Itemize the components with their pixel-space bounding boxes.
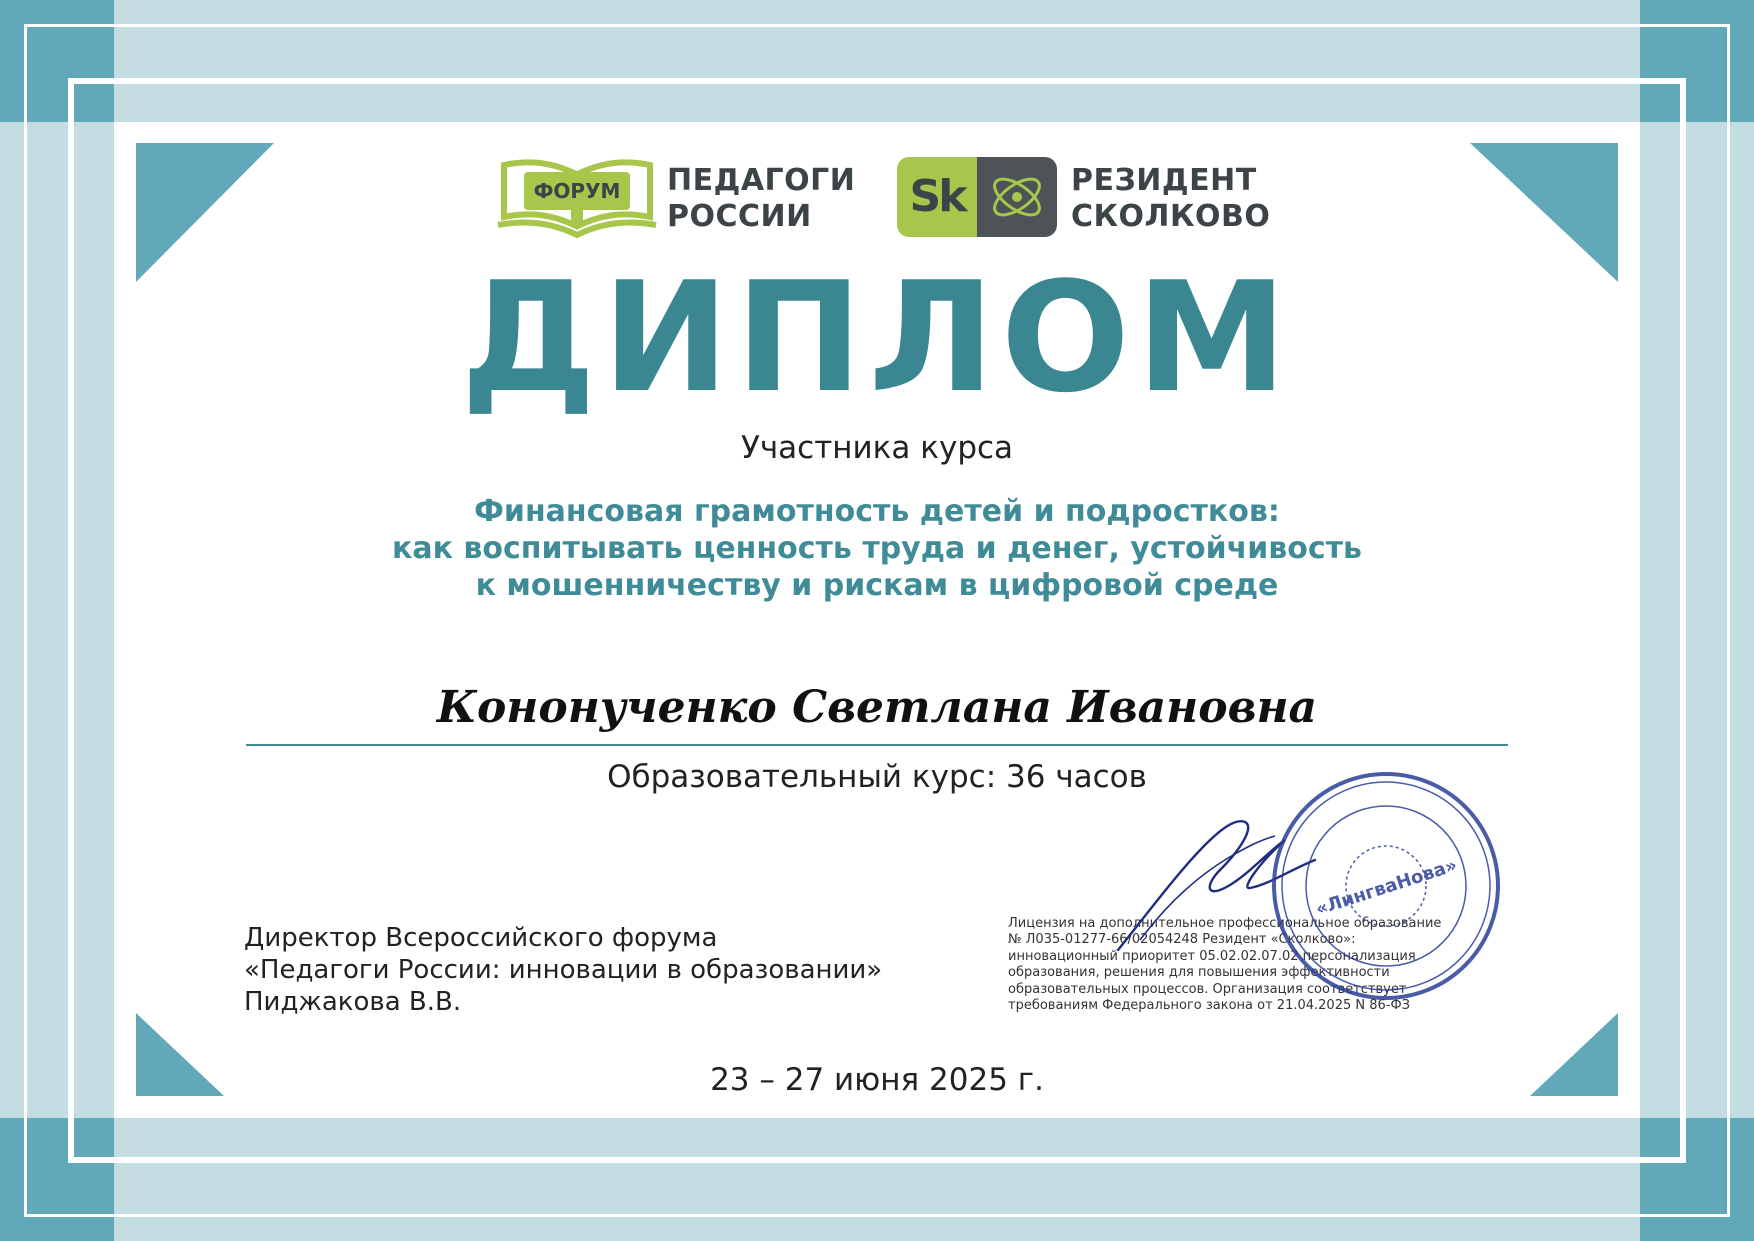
forum-logo <box>496 155 676 239</box>
atom-icon <box>977 157 1057 237</box>
diploma-title: ДИПЛОМ <box>460 249 1294 426</box>
course-title-line-1: Финансовая грамотность детей и подростков: <box>474 494 1280 529</box>
recipient-name: Кононученко Светлана Ивановна <box>436 682 1318 733</box>
forum-badge: ФОРУМ <box>524 172 630 210</box>
license-line-1: Лицензия на дополнительное профессиональное образование <box>1008 916 1442 931</box>
director-line-2: «Педагоги России: инновации в образовании» <box>244 955 883 985</box>
skolkovo-logo-line2: СКОЛКОВО <box>1071 199 1271 234</box>
diploma-subtitle: Участника курса <box>740 430 1014 466</box>
skolkovo-logo <box>897 157 1057 237</box>
license-line-4: образования, решения для повышения эффективности <box>1008 965 1390 981</box>
organization-stamp <box>1265 765 1507 1007</box>
skolkovo-logo-line1: РЕЗИДЕНТ <box>1071 163 1257 198</box>
director-line-1: Директор Всероссийского форума <box>244 923 718 953</box>
course-dates: 23 – 27 июня 2025 г. <box>710 1062 1044 1098</box>
license-line-3: инновационный приоритет 05.02.02.07.02 персонализация <box>1008 948 1416 964</box>
skolkovo-badge: Sk <box>909 171 965 222</box>
license-line-2: № Л035-01277-66/02054248 Резидент «Сколково»: <box>1008 932 1356 948</box>
forum-logo-line1: ПЕДАГОГИ <box>667 163 856 198</box>
director-line-3: Пиджакова В.В. <box>244 987 462 1017</box>
course-title-line-3: к мошенничеству и рискам в цифровой среде <box>475 568 1279 603</box>
course-hours: Образовательный курс: 36 часов <box>607 759 1147 795</box>
course-title-line-2: как воспитывать ценность труда и денег, устойчивость <box>392 531 1362 566</box>
license-line-5: образовательных процессов. Организация соответствует <box>1008 981 1407 997</box>
director-block <box>244 922 882 1018</box>
forum-logo-line2: РОССИИ <box>667 199 812 234</box>
course-title <box>0 493 1754 604</box>
recipient-underline <box>246 744 1508 746</box>
stamp-center-text: «ЛингваНова» <box>1313 854 1460 921</box>
license-line-6: требованиям Федерального закона от 21.04.2025 N 86-ФЗ <box>1008 998 1410 1014</box>
